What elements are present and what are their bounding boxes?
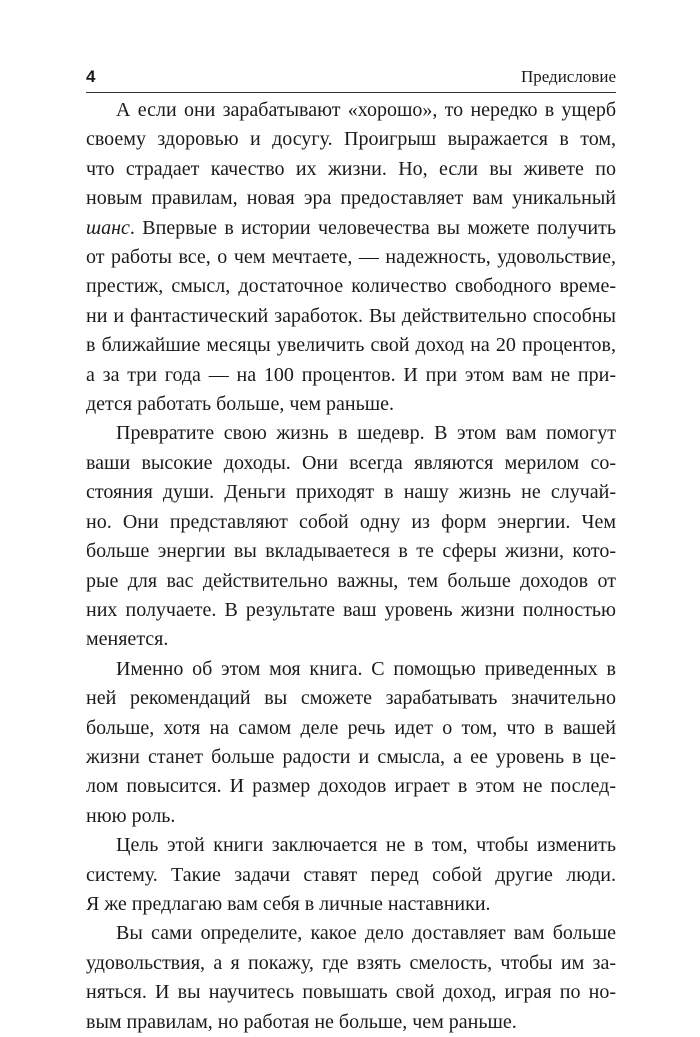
text-line: систему. Такие задачи ставят перед собой другие люди. [86, 863, 616, 886]
text-line: дется работать больше, чем раньше. [86, 393, 394, 416]
text-line: нюю роль. [86, 804, 176, 827]
running-header [86, 66, 616, 93]
paragraph-1 [86, 96, 616, 419]
paragraph-3 [86, 655, 616, 831]
text-line: новым правилам, новая эра предоставляет вам уникальный [86, 187, 616, 210]
text-line: няться. И вы научитесь повышать свой доход, играя по но- [86, 981, 616, 1004]
text-line: стояния души. Деньги приходят в нашу жизнь не случай- [86, 481, 616, 504]
text-line: ваши высокие доходы. Они всегда являются мерилом со- [86, 451, 616, 474]
paragraph-2 [86, 419, 616, 654]
text-line: Вы сами определите, какое дело доставляет вам больше [116, 922, 616, 945]
text-line: престиж, смысл, достаточное количество свободного време- [86, 275, 616, 298]
paragraph-5 [86, 919, 616, 1037]
page-number: 4 [86, 67, 96, 86]
text-line: что страдает качество их жизни. Но, если вы живете по [86, 157, 616, 180]
body-text [86, 96, 616, 1037]
text-line: вым правилам, но работая не больше, чем раньше. [86, 1010, 517, 1033]
text-line: больше, хотя на самом деле речь идет о том, что в вашей [86, 716, 616, 739]
text-line: ней рекомендаций вы сможете зарабатывать значительно [86, 687, 616, 710]
text-line: в ближайшие месяцы увеличить свой доход на 20 процентов, [86, 334, 616, 357]
text-line: А если они зарабатывают «хорошо», то нередко в ущерб [116, 99, 616, 121]
text-line: больше энергии вы вкладываетеся в те сферы жизни, кото- [86, 540, 616, 563]
text-line-with-italic [86, 214, 616, 243]
italic-word: шанс [86, 216, 130, 239]
text-line: меняется. [86, 628, 169, 651]
text-line: Превратите свою жизнь в шедевр. В этом вам помогут [116, 422, 616, 445]
text-line: Именно об этом моя книга. С помощью приведенных в [116, 657, 616, 680]
chapter-title: Предисловие [520, 67, 616, 86]
text-line-rest: . Впервые в истории человечества вы можете получить [129, 216, 616, 239]
text-line: Я же предлагаю вам себя в личные наставники. [86, 892, 491, 915]
text-line: своему здоровью и досугу. Проигрыш выражается в том, [86, 128, 616, 151]
text-line: рые для вас действительно важны, тем больше доходов от [86, 569, 616, 592]
text-line: удовольствия, а я покажу, где взять смелость, чтобы им за- [86, 951, 616, 974]
text-line: но. Они представляют собой одну из форм энергии. Чем [86, 510, 616, 533]
text-line: них получаете. В результате ваш уровень жизни полностью [86, 598, 616, 621]
text-line: от работы все, о чем мечтаете, — надежность, удовольствие, [86, 246, 616, 269]
text-line: а за три года — на 100 процентов. И при этом вам не при- [86, 363, 616, 386]
text-line: ни и фантастический заработок. Вы действительно способны [86, 304, 616, 327]
text-line: Цель этой книги заключается не в том, чтобы изменить [116, 834, 616, 857]
paragraph-4 [86, 831, 616, 919]
text-line: жизни станет больше радости и смысла, а ее уровень в це- [86, 745, 616, 768]
text-line: лом повысится. И размер доходов играет в этом не послед- [86, 775, 616, 798]
